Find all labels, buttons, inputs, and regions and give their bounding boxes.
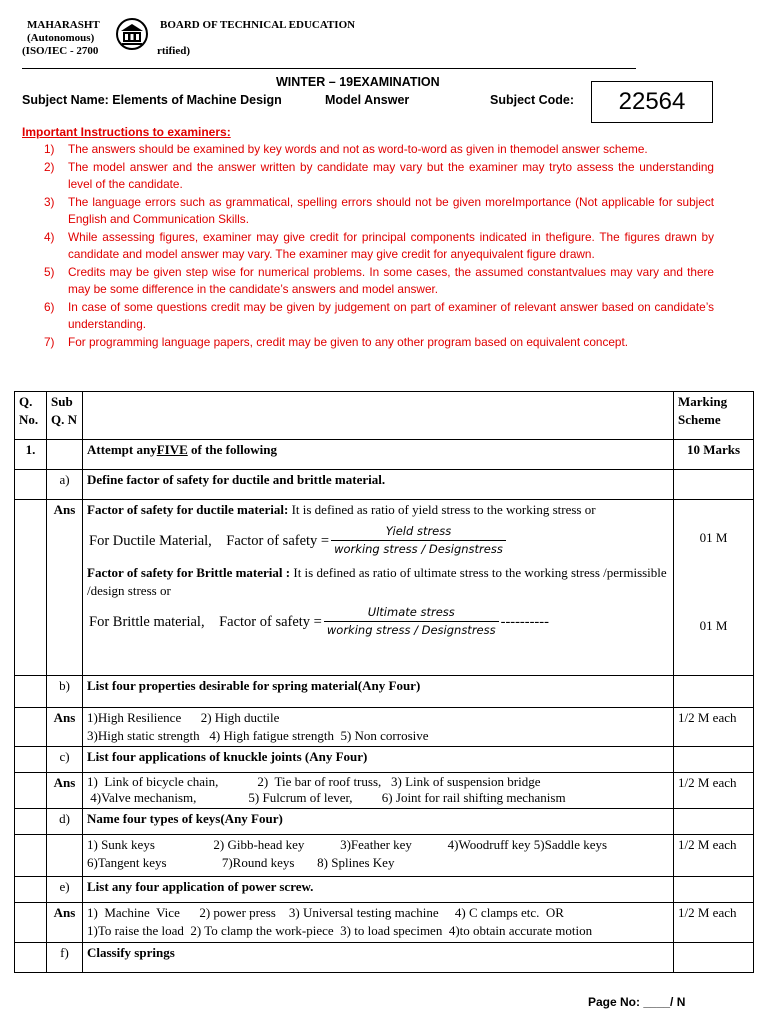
q1-marks: 10 Marks [674,440,754,470]
ans-a-label: Ans [47,500,83,676]
instruction-item: 5) Credits may be given step wise for numerical problems. In some cases, the assumed constantvalues may vary and there may be some difference in the candidate’s answers and model answer. [44,264,714,296]
question-a: Define factor of safety for ductile and brittle material. [83,470,674,500]
question-d: Name four types of keys(Any Four) [83,809,674,835]
question-c: List four applications of knuckle joints (Any Four) [83,747,674,773]
subject-code-label: Subject Code: [490,93,575,107]
org-name-right: BOARD OF TECHNICAL EDUCATION [160,19,356,31]
sub-b: b) [47,676,83,708]
instructions-list [44,141,714,351]
subject-name: Subject Name: Elements of Machine Design [22,93,282,107]
marks-c: 1/2 M each [674,773,754,809]
msbte-logo-icon [113,17,151,51]
page-number: Page No: ____/ N [588,995,686,1009]
answer-a: Factor of safety for ductile material: It is defined as ratio of yield stress to the working stress or For Ductile Material, Factor of safety = $\frac{\text{Yield stress}}{\text{working stress / Designstress}}$ Factor of safety for Brittle material : It is defined as ratio of ultimate stress to the working stress /permissible /design stress or For Brittle material, Factor of safety = $\frac{\text{Ultimate stress}}{\text{working stress / Designstress}}$ ---------- [83,500,674,676]
answer-b: 1)High Resilience 2) High ductile 3)High static strength 4) High fatigue strength 5) Non corrosive [83,708,674,747]
header-rule [22,68,636,69]
table-row [15,708,754,747]
table-row [15,676,754,708]
instruction-item: 1) The answers should be examined by key words and not as word-to-word as given in themodel answer scheme. [44,142,648,156]
instruction-item: 2) The model answer and the answer written by candidate may vary but the examiner may tryto assess the understanding level of the candidate. [44,159,714,191]
marks-d: 1/2 M each [674,835,754,877]
question-b: List four properties desirable for spring material(Any Four) [83,676,674,708]
head-qno: Q. No. [15,392,47,440]
instruction-item: 7) For programming language papers, credit may be given to any other program based on equivalent concept. [44,334,629,349]
marks-b: 1/2 M each [674,708,754,747]
answer-d: 1) Sunk keys 2) Gibb-head key 3)Feather key 4)Woodruff key 5)Saddle keys 6)Tangent keys 7)Round keys 8) Splines Key [83,835,674,877]
head-empty [83,392,674,440]
org-iso-right: rtified) [157,45,190,57]
ductile-equation: For Ductile Material, Factor of safety = $\frac{\text{Yield stress}}{\text{working stress / Designstress}}$ [89,523,669,558]
question-f: Classify springs [83,943,674,973]
sub-e: e) [47,877,83,903]
table-row [15,747,754,773]
table-row [15,470,754,500]
head-marking: Marking Scheme [674,392,754,440]
subject-code-box: 22564 [591,81,713,123]
table-row [15,773,754,809]
exam-title: WINTER – 19EXAMINATION [276,75,440,89]
sub-c: c) [47,747,83,773]
org-iso-left: (ISO/IEC - 2700 [22,45,99,57]
ans-b-label: Ans [47,708,83,747]
org-autonomous: (Autonomous) [27,32,95,44]
answer-c: 1) Link of bicycle chain, 2) Tie bar of roof truss, 3) Link of suspension bridge 4)Valve mechanism, 5) Fulcrum of lever, 6) Joint for rail shifting mechanism [83,773,674,809]
instruction-item: 4) While assessing figures, examiner may give credit for principal components indicated in thefigure. The figures drawn by candidate and model answer may vary. The examiner may give credit for anyequivalent figure drawn. [44,229,714,261]
marks-a: 01 M 01 M [674,500,754,676]
sub-d: d) [47,809,83,835]
question-e: List any four application of power screw. [83,877,674,903]
table-row [15,809,754,835]
table-row [15,500,754,676]
model-answer-label: Model Answer [325,93,410,107]
sub-a: a) [47,470,83,500]
brittle-equation: For Brittle material, Factor of safety = $\frac{\text{Ultimate stress}}{\text{working stress / Designstress}}$ ---------- [89,605,549,637]
table-row [15,835,754,877]
instruction-item: 6) In case of some questions credit may be given by judgement on part of examiner of relevant answer based on candidate’s understanding. [44,299,714,331]
answer-e: 1) Machine Vice 2) power press 3) Universal testing machine 4) C clamps etc. OR 1)To raise the load 2) To clamp the work-piece 3) to load specimen 4)to obtain accurate motion [83,903,674,943]
table-row [15,440,754,470]
sub-f: f) [47,943,83,973]
marks-e: 1/2 M each [674,903,754,943]
ans-e-label: Ans [47,903,83,943]
head-subq: Sub Q. N [47,392,83,440]
table-row [15,877,754,903]
table-row [15,903,754,943]
q1-number: 1. [15,440,47,470]
org-name-left: MAHARASHT [27,19,100,31]
answer-table [14,391,754,973]
instruction-item: 3) The language errors such as grammatical, spelling errors should not be given moreImportance (Not applicable for subject English and Communication Skills. [44,194,714,226]
ans-c-label: Ans [47,773,83,809]
table-row [15,943,754,973]
instructions-title: Important Instructions to examiners: [22,125,231,139]
q1-text: Attempt anyFIVE of the following [83,440,674,470]
table-header-row [15,392,754,440]
